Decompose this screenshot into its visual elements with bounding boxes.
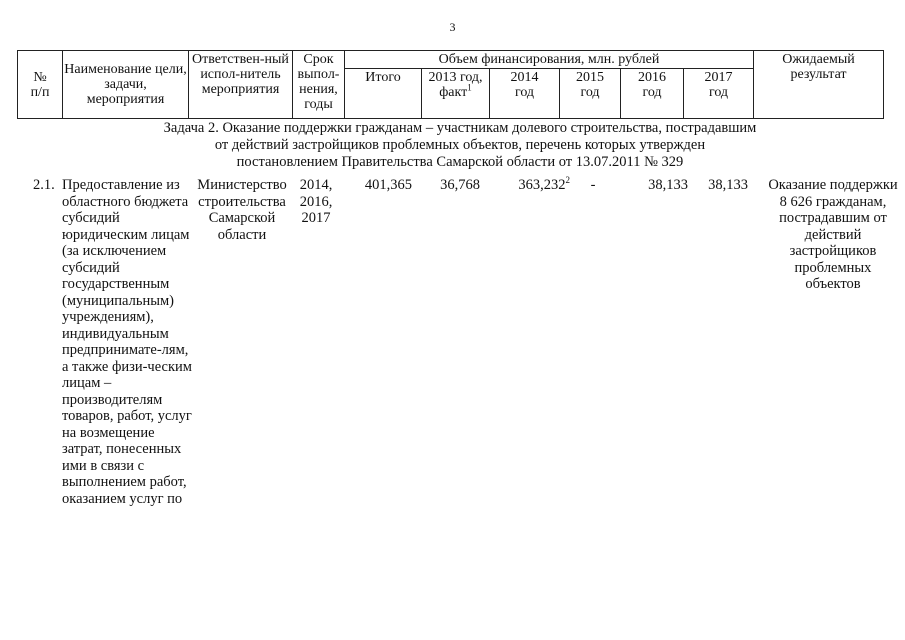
header-financing: Объем финансирования, млн. рублей <box>345 51 754 69</box>
header-term: Срок выпол-нения, годы <box>293 51 345 119</box>
row-2017: 38,133 <box>708 177 748 193</box>
row-name: Предоставление из областного бюджета субсидий юридическим лицам (за исключением субсидий государственным (муниципальным) учреждениям), индивидуальным предпринимате-лям, а также физи-ческим лицам – производителям товаров, работ, услуг на возмещение затрат, понесенных ими в связи с выполнением работ, оказанием услуг по <box>62 177 192 507</box>
row-term: 2014, 2016, 2017 <box>299 177 333 226</box>
row-result: Оказание поддержки 8 626 гражданам, пострадавшим от действий застройщиков проблемных объектов <box>768 177 898 292</box>
row-2014: 363,232$^2$ <box>518 175 570 193</box>
row-responsible: Министерство строительства Самарской области <box>197 177 287 243</box>
row-2013: 36,768 <box>440 177 480 193</box>
row-2015: - <box>590 177 596 193</box>
header-total: Итого <box>345 69 422 119</box>
header-num: № п/п <box>18 51 63 119</box>
header-2013: 2013 год, факт$^1$ <box>422 69 490 119</box>
row-number: 2.1. <box>33 177 55 193</box>
header-2014: 2014 год <box>490 69 560 119</box>
header-responsible: Ответствен-ный испол-нитель мероприятия <box>189 51 293 119</box>
header-2016: 2016 год <box>621 69 684 119</box>
header-table <box>17 50 884 119</box>
header-name: Наименование цели, задачи, мероприятия <box>63 51 189 119</box>
table-row <box>0 177 905 597</box>
page-number: 3 <box>449 20 456 34</box>
row-2016: 38,133 <box>648 177 688 193</box>
header-2017: 2017 год <box>684 69 754 119</box>
task-heading: Задача 2. Оказание поддержки гражданам – участникам долевого строительства, пострадавшим от действий застройщиков проблемных объектов, перечень которых утвержден постановлением Правительства Самарской области от 13.07.2011 № 329 <box>163 120 757 170</box>
header-2015: 2015 год <box>560 69 621 119</box>
header-result: Ожидаемый результат <box>754 51 884 119</box>
row-total: 401,365 <box>364 177 412 193</box>
